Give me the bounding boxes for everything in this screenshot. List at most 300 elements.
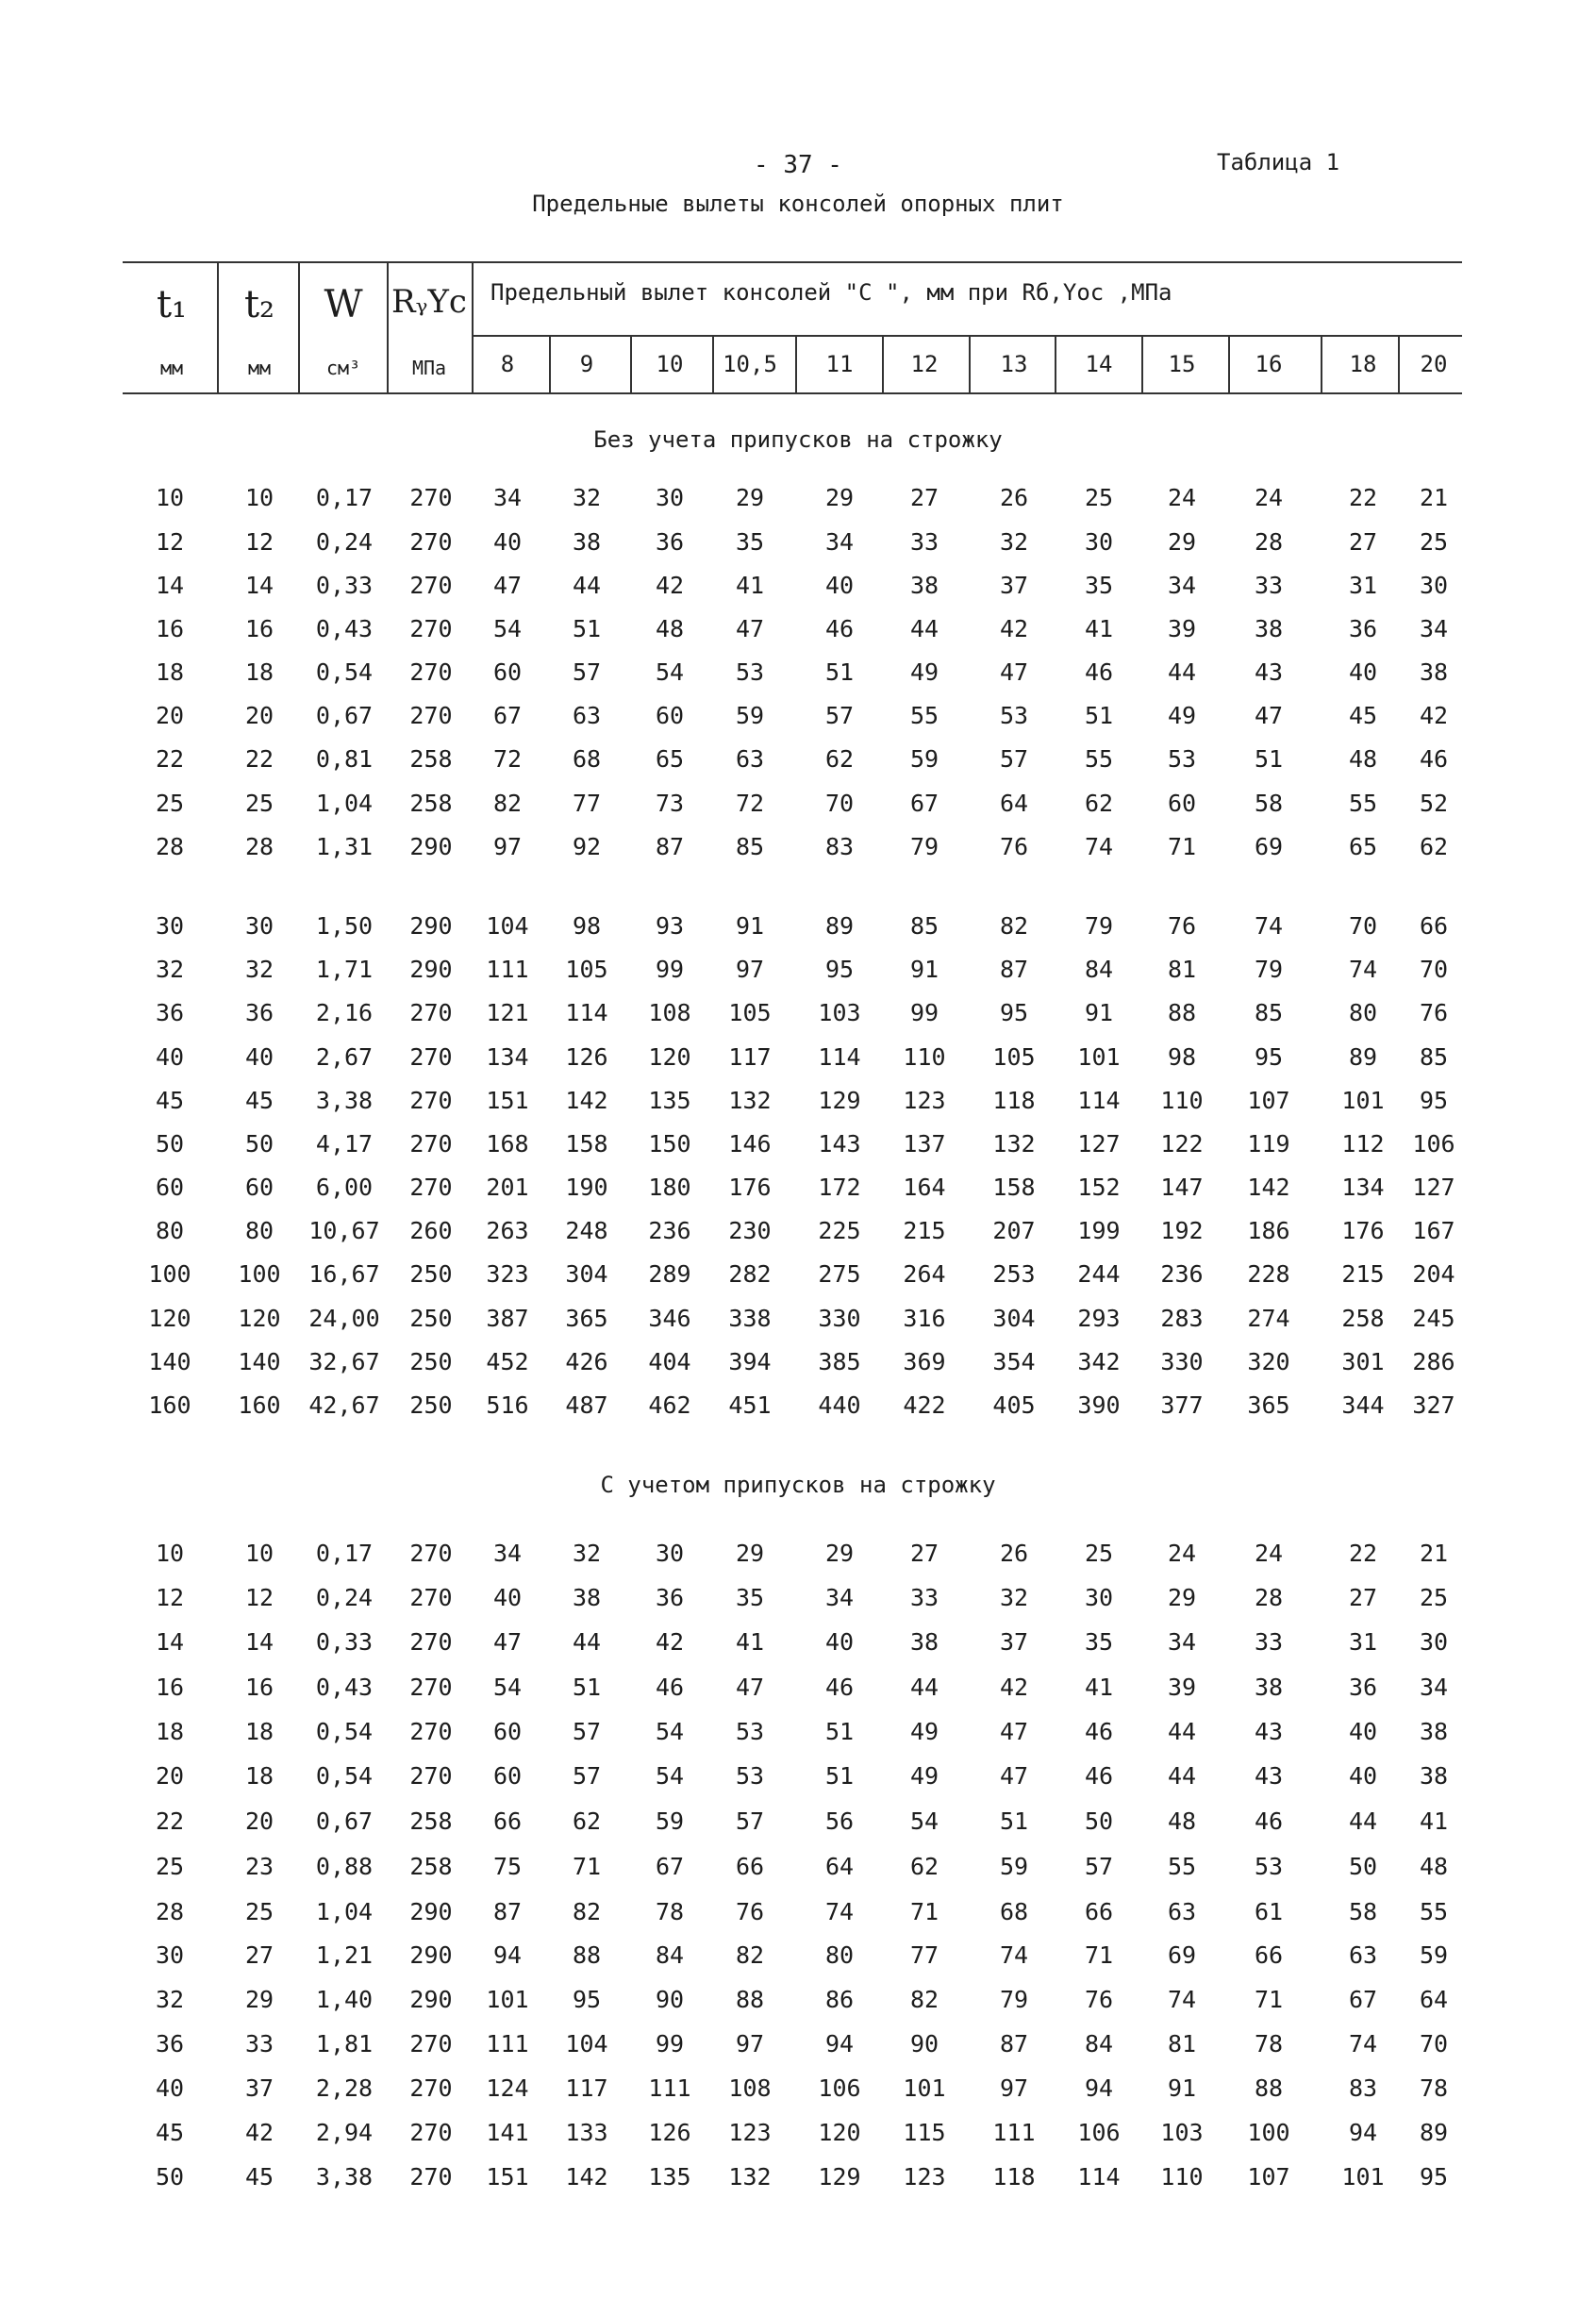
table-cell: 81 <box>1167 2030 1197 2057</box>
table-cell: 22 <box>1348 1540 1378 1567</box>
table-cell: 141 <box>486 2119 529 2146</box>
table-cell: 129 <box>818 1087 861 1114</box>
table-cell: 104 <box>565 2030 608 2057</box>
table-row <box>0 994 1596 1032</box>
table-cell: 44 <box>572 572 602 599</box>
table-cell: 160 <box>148 1391 191 1419</box>
table-cell: 81 <box>1167 956 1197 983</box>
table-cell: 46 <box>655 1674 685 1701</box>
table-cell: 85 <box>1419 1043 1449 1071</box>
table-cell: 25 <box>155 790 185 817</box>
table-cell: 250 <box>409 1305 453 1332</box>
table-cell: 33 <box>1254 1628 1284 1656</box>
table-cell: 92 <box>572 833 602 860</box>
table-cell: 53 <box>735 658 765 686</box>
table-cell: 118 <box>992 2163 1036 2191</box>
table-cell: 270 <box>409 658 453 686</box>
table-cell: 60 <box>492 658 523 686</box>
table-cell: 37 <box>999 1628 1029 1656</box>
table-cell: 91 <box>735 912 765 940</box>
table-cell: 28 <box>155 1898 185 1925</box>
table-cell: 0,17 <box>315 1540 374 1567</box>
table-cell: 422 <box>903 1391 946 1419</box>
table-cell: 99 <box>655 956 685 983</box>
table-cell: 124 <box>486 2074 529 2102</box>
table-cell: 29 <box>824 1540 855 1567</box>
table-cell: 111 <box>648 2074 691 2102</box>
table-cell: 97 <box>735 956 765 983</box>
table-cell: 151 <box>486 2163 529 2191</box>
table-cell: 27 <box>909 1540 939 1567</box>
table-cell: 10 <box>244 1540 274 1567</box>
table-cell: 28 <box>1254 1584 1284 1611</box>
table-cell: 56 <box>824 1808 855 1835</box>
table-cell: 230 <box>728 1217 772 1244</box>
table-cell: 74 <box>1348 2030 1378 2057</box>
table-cell: 91 <box>909 956 939 983</box>
table-row <box>0 1669 1596 1707</box>
table-cell: 66 <box>492 1808 523 1835</box>
table-cell: 79 <box>1084 912 1114 940</box>
table-cell: 172 <box>818 1174 861 1201</box>
table-cell: 82 <box>735 1941 765 1969</box>
table-cell: 31 <box>1348 572 1378 599</box>
table-cell: 41 <box>1084 1674 1114 1701</box>
table-cell: 99 <box>655 2030 685 2057</box>
table-cell: 32 <box>244 956 274 983</box>
table-cell: 21 <box>1419 484 1449 511</box>
table-cell: 70 <box>1348 912 1378 940</box>
table-cell: 108 <box>648 999 691 1026</box>
table-cell: 44 <box>1167 1762 1197 1790</box>
table-cell: 377 <box>1160 1391 1204 1419</box>
table-cell: 140 <box>148 1348 191 1375</box>
table-cell: 76 <box>999 833 1029 860</box>
table-cell: 45 <box>1348 702 1378 729</box>
table-cell: 1,04 <box>315 790 374 817</box>
table-cell: 289 <box>648 1260 691 1288</box>
table-cell: 110 <box>1160 1087 1204 1114</box>
table-cell: 18 <box>244 1762 274 1790</box>
table-cell: 59 <box>655 1808 685 1835</box>
table-cell: 91 <box>1084 999 1114 1026</box>
table-cell: 66 <box>1419 912 1449 940</box>
table-cell: 18 <box>244 658 274 686</box>
table-row <box>0 828 1596 866</box>
table-cell: 16 <box>155 1674 185 1701</box>
table-cell: 120 <box>238 1305 281 1332</box>
table-cell: 64 <box>999 790 1029 817</box>
table-cell: 29 <box>735 1540 765 1567</box>
table-cell: 83 <box>824 833 855 860</box>
table-cell: 88 <box>572 1941 602 1969</box>
table-cell: 248 <box>565 1217 608 1244</box>
table-cell: 132 <box>728 2163 772 2191</box>
header-t1-symbol: t₁ <box>156 283 188 326</box>
table-cell: 62 <box>909 1853 939 1880</box>
table-cell: 24 <box>1167 1540 1197 1567</box>
table-cell: 158 <box>992 1174 1036 1201</box>
table-cell: 12 <box>244 1584 274 1611</box>
table-cell: 38 <box>1419 1762 1449 1790</box>
header-c-value: 16 <box>1255 351 1283 377</box>
table-cell: 117 <box>728 1043 772 1071</box>
table-cell: 225 <box>818 1217 861 1244</box>
table-cell: 120 <box>648 1043 691 1071</box>
table-cell: 42 <box>655 1628 685 1656</box>
table-cell: 76 <box>1167 912 1197 940</box>
table-cell: 342 <box>1077 1348 1121 1375</box>
table-cell: 30 <box>1084 528 1114 556</box>
table-cell: 4,17 <box>315 1130 374 1158</box>
table-cell: 85 <box>1254 999 1284 1026</box>
table-cell: 60 <box>492 1762 523 1790</box>
table-cell: 32,67 <box>308 1348 380 1375</box>
table-cell: 27 <box>1348 528 1378 556</box>
table-cell: 84 <box>655 1941 685 1969</box>
table-cell: 88 <box>735 1986 765 2013</box>
table-cell: 99 <box>909 999 939 1026</box>
table-cell: 62 <box>1084 790 1114 817</box>
table-cell: 164 <box>903 1174 946 1201</box>
table-cell: 111 <box>486 956 529 983</box>
table-cell: 71 <box>572 1853 602 1880</box>
table-cell: 32 <box>999 1584 1029 1611</box>
table-cell: 98 <box>1167 1043 1197 1071</box>
table-cell: 44 <box>1348 1808 1378 1835</box>
table-cell: 73 <box>655 790 685 817</box>
table-row <box>0 1624 1596 1661</box>
table-cell: 244 <box>1077 1260 1121 1288</box>
table-cell: 97 <box>999 2074 1029 2102</box>
table-cell: 110 <box>903 1043 946 1071</box>
table-cell: 304 <box>992 1305 1036 1332</box>
table-cell: 49 <box>909 1762 939 1790</box>
table-row <box>0 1387 1596 1424</box>
table-cell: 34 <box>492 1540 523 1567</box>
table-cell: 53 <box>1167 745 1197 773</box>
table-cell: 57 <box>824 702 855 729</box>
table-cell: 49 <box>909 658 939 686</box>
table-cell: 48 <box>655 615 685 642</box>
table-cell: 275 <box>818 1260 861 1288</box>
table-cell: 25 <box>155 1853 185 1880</box>
table-cell: 152 <box>1077 1174 1121 1201</box>
table-cell: 79 <box>909 833 939 860</box>
table-cell: 47 <box>735 615 765 642</box>
table-cell: 115 <box>903 2119 946 2146</box>
header-divider <box>969 335 971 392</box>
table-cell: 28 <box>155 833 185 860</box>
table-cell: 236 <box>1160 1260 1204 1288</box>
table-cell: 150 <box>648 1130 691 1158</box>
table-cell: 282 <box>728 1260 772 1288</box>
header-w-unit: см³ <box>325 357 361 379</box>
table-cell: 142 <box>1247 1174 1290 1201</box>
table-cell: 24,00 <box>308 1305 380 1332</box>
table-cell: 176 <box>728 1174 772 1201</box>
table-cell: 76 <box>1419 999 1449 1026</box>
table-cell: 18 <box>155 658 185 686</box>
page-title: Предельные вылеты консолей опорных плит <box>532 191 1064 217</box>
table-cell: 44 <box>909 1674 939 1701</box>
table-cell: 487 <box>565 1391 608 1419</box>
table-cell: 18 <box>155 1718 185 1745</box>
table-cell: 32 <box>999 528 1029 556</box>
table-cell: 74 <box>1084 833 1114 860</box>
table-row <box>0 1713 1596 1751</box>
table-cell: 270 <box>409 484 453 511</box>
table-cell: 119 <box>1247 1130 1290 1158</box>
table-cell: 330 <box>1160 1348 1204 1375</box>
table-cell: 270 <box>409 528 453 556</box>
table-cell: 270 <box>409 1584 453 1611</box>
table-cell: 16,67 <box>308 1260 380 1288</box>
table-cell: 35 <box>1084 572 1114 599</box>
table-cell: 54 <box>909 1808 939 1835</box>
table-cell: 107 <box>1247 1087 1290 1114</box>
table-cell: 86 <box>824 1986 855 2013</box>
table-cell: 40 <box>824 1628 855 1656</box>
table-cell: 61 <box>1254 1898 1284 1925</box>
table-row <box>0 2025 1596 2063</box>
table-cell: 133 <box>565 2119 608 2146</box>
table-cell: 327 <box>1412 1391 1455 1419</box>
table-cell: 258 <box>409 745 453 773</box>
table-cell: 29 <box>735 484 765 511</box>
table-cell: 344 <box>1341 1391 1385 1419</box>
table-cell: 44 <box>909 615 939 642</box>
table-cell: 2,16 <box>315 999 374 1026</box>
table-cell: 106 <box>1077 2119 1121 2146</box>
table-cell: 28 <box>1254 528 1284 556</box>
table-cell: 14 <box>244 572 274 599</box>
table-cell: 45 <box>244 2163 274 2191</box>
table-cell: 301 <box>1341 1348 1385 1375</box>
table-cell: 25 <box>244 790 274 817</box>
table-cell: 0,67 <box>315 1808 374 1835</box>
table-cell: 105 <box>565 956 608 983</box>
table-cell: 74 <box>1254 912 1284 940</box>
table-row <box>0 1039 1596 1076</box>
table-row <box>0 1256 1596 1293</box>
header-t2-unit: мм <box>247 357 272 379</box>
table-cell: 58 <box>1348 1898 1378 1925</box>
table-cell: 34 <box>1167 572 1197 599</box>
header-divider <box>387 261 389 392</box>
header-divider <box>882 335 884 392</box>
table-cell: 32 <box>572 484 602 511</box>
table-cell: 64 <box>824 1853 855 1880</box>
table-row <box>0 1125 1596 1163</box>
table-cell: 462 <box>648 1391 691 1419</box>
table-cell: 47 <box>999 658 1029 686</box>
table-cell: 105 <box>728 999 772 1026</box>
table-cell: 354 <box>992 1348 1036 1375</box>
table-cell: 25 <box>1084 1540 1114 1567</box>
table-cell: 40 <box>1348 1718 1378 1745</box>
table-cell: 82 <box>492 790 523 817</box>
table-cell: 53 <box>735 1762 765 1790</box>
table-cell: 51 <box>1254 745 1284 773</box>
table-cell: 0,33 <box>315 1628 374 1656</box>
table-cell: 32 <box>155 1986 185 2013</box>
table-cell: 126 <box>648 2119 691 2146</box>
table-cell: 78 <box>1254 2030 1284 2057</box>
table-cell: 0,33 <box>315 572 374 599</box>
table-cell: 110 <box>1160 2163 1204 2191</box>
table-cell: 30 <box>244 912 274 940</box>
table-cell: 0,24 <box>315 528 374 556</box>
table-cell: 30 <box>655 1540 685 1567</box>
table-cell: 89 <box>1348 1043 1378 1071</box>
table-cell: 71 <box>1084 1941 1114 1969</box>
header-divider <box>795 335 797 392</box>
table-cell: 57 <box>572 1718 602 1745</box>
table-cell: 54 <box>655 1762 685 1790</box>
table-cell: 100 <box>238 1260 281 1288</box>
table-cell: 167 <box>1412 1217 1455 1244</box>
table-cell: 38 <box>909 572 939 599</box>
table-cell: 1,04 <box>315 1898 374 1925</box>
table-cell: 93 <box>655 912 685 940</box>
table-cell: 36 <box>655 1584 685 1611</box>
table-cell: 64 <box>1419 1986 1449 2013</box>
table-cell: 24 <box>1167 484 1197 511</box>
table-cell: 290 <box>409 956 453 983</box>
table-cell: 84 <box>1084 2030 1114 2057</box>
table-cell: 52 <box>1419 790 1449 817</box>
table-row <box>0 1343 1596 1381</box>
table-cell: 30 <box>155 1941 185 1969</box>
table-cell: 120 <box>148 1305 191 1332</box>
table-cell: 47 <box>1254 702 1284 729</box>
table-cell: 320 <box>1247 1348 1290 1375</box>
table-cell: 274 <box>1247 1305 1290 1332</box>
table-cell: 34 <box>824 1584 855 1611</box>
table-cell: 37 <box>244 2074 274 2102</box>
table-cell: 0,43 <box>315 1674 374 1701</box>
table-cell: 168 <box>486 1130 529 1158</box>
table-cell: 94 <box>492 1941 523 1969</box>
table-cell: 44 <box>1167 658 1197 686</box>
table-cell: 70 <box>1419 956 1449 983</box>
table-cell: 16 <box>244 1674 274 1701</box>
table-cell: 54 <box>492 615 523 642</box>
table-cell: 41 <box>1419 1808 1449 1835</box>
table-cell: 346 <box>648 1305 691 1332</box>
table-cell: 385 <box>818 1348 861 1375</box>
table-cell: 270 <box>409 1762 453 1790</box>
table-cell: 83 <box>1348 2074 1378 2102</box>
table-cell: 57 <box>735 1808 765 1835</box>
table-row <box>0 1300 1596 1338</box>
table-cell: 135 <box>648 1087 691 1114</box>
table-cell: 143 <box>818 1130 861 1158</box>
table-cell: 42 <box>655 572 685 599</box>
table-cell: 76 <box>1084 1986 1114 2013</box>
table-cell: 22 <box>1348 484 1378 511</box>
table-cell: 134 <box>1341 1174 1385 1201</box>
table-cell: 270 <box>409 1674 453 1701</box>
table-cell: 71 <box>909 1898 939 1925</box>
table-cell: 270 <box>409 615 453 642</box>
table-cell: 12 <box>244 528 274 556</box>
table-cell: 160 <box>238 1391 281 1419</box>
table-cell: 34 <box>1419 1674 1449 1701</box>
table-cell: 51 <box>572 615 602 642</box>
table-cell: 215 <box>903 1217 946 1244</box>
header-w-symbol: W <box>324 283 363 326</box>
table-cell: 43 <box>1254 658 1284 686</box>
table-cell: 1,31 <box>315 833 374 860</box>
table-cell: 204 <box>1412 1260 1455 1288</box>
table-cell: 46 <box>824 615 855 642</box>
table-cell: 112 <box>1341 1130 1385 1158</box>
table-cell: 365 <box>565 1305 608 1332</box>
table-cell: 65 <box>655 745 685 773</box>
table-cell: 27 <box>1348 1584 1378 1611</box>
table-cell: 60 <box>492 1718 523 1745</box>
table-row <box>0 479 1596 517</box>
table-cell: 323 <box>486 1260 529 1288</box>
table-cell: 42 <box>244 2119 274 2146</box>
table-cell: 16 <box>244 615 274 642</box>
table-cell: 35 <box>735 1584 765 1611</box>
table-cell: 59 <box>909 745 939 773</box>
table-cell: 38 <box>572 1584 602 1611</box>
table-cell: 0,67 <box>315 702 374 729</box>
page-number: - 37 - <box>754 151 842 179</box>
table-cell: 39 <box>1167 615 1197 642</box>
table-cell: 47 <box>492 1628 523 1656</box>
table-cell: 28 <box>244 833 274 860</box>
header-main-caption: Предельный вылет консолей "С ", мм при Rб,Υос ,МПа <box>490 279 1172 306</box>
header-middle-rule <box>472 335 1462 337</box>
table-cell: 0,43 <box>315 615 374 642</box>
table-cell: 67 <box>909 790 939 817</box>
table-cell: 10,67 <box>308 1217 380 1244</box>
table-cell: 40 <box>155 1043 185 1071</box>
table-label: Таблица 1 <box>1217 149 1340 175</box>
table-cell: 1,81 <box>315 2030 374 2057</box>
header-c-value: 14 <box>1085 351 1113 377</box>
table-cell: 50 <box>1084 1808 1114 1835</box>
table-row <box>0 2070 1596 2107</box>
header-c-value: 13 <box>1000 351 1028 377</box>
table-cell: 41 <box>735 572 765 599</box>
table-cell: 1,50 <box>315 912 374 940</box>
table-cell: 80 <box>244 1217 274 1244</box>
table-cell: 91 <box>1167 2074 1197 2102</box>
table-cell: 452 <box>486 1348 529 1375</box>
table-cell: 137 <box>903 1130 946 1158</box>
table-cell: 68 <box>999 1898 1029 1925</box>
table-cell: 270 <box>409 1087 453 1114</box>
table-cell: 270 <box>409 2030 453 2057</box>
table-cell: 33 <box>909 1584 939 1611</box>
table-cell: 22 <box>155 745 185 773</box>
table-cell: 95 <box>572 1986 602 2013</box>
table-row <box>0 741 1596 778</box>
table-cell: 101 <box>486 1986 529 2013</box>
table-cell: 0,54 <box>315 1762 374 1790</box>
table-cell: 82 <box>909 1986 939 2013</box>
table-row <box>0 1082 1596 1120</box>
table-cell: 2,28 <box>315 2074 374 2102</box>
table-cell: 101 <box>1077 1043 1121 1071</box>
table-row <box>0 697 1596 735</box>
